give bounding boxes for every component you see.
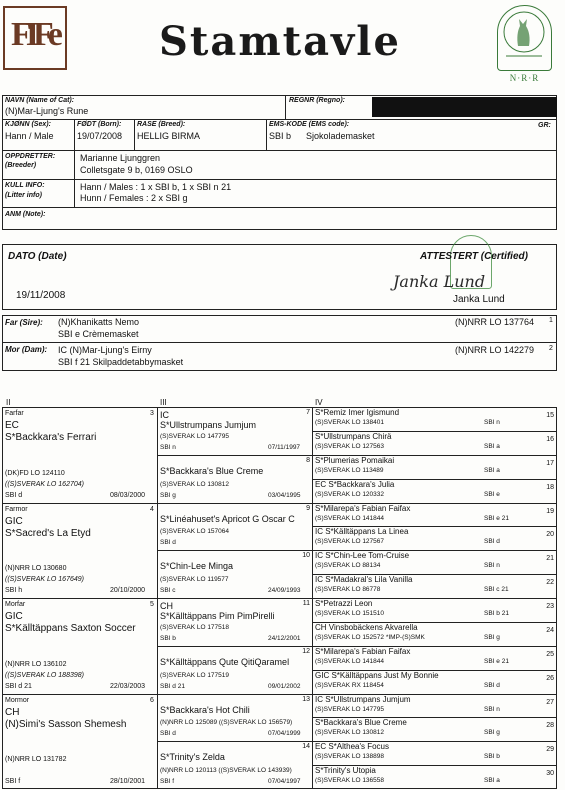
grandparent-date: 22/03/2003: [110, 682, 146, 690]
gen4-number: 25: [546, 650, 554, 658]
gen4-number: 27: [546, 698, 554, 706]
great-grandparent-date: 24/12/2001: [268, 634, 301, 642]
gen4-number: 15: [546, 412, 554, 419]
row-divider: [157, 741, 312, 742]
gen4-number: 18: [546, 483, 554, 491]
grandparent-number: 5: [150, 601, 154, 608]
gen-iii-header: III: [160, 398, 167, 407]
gen4-name: IC S*Källtäppans La Linea: [315, 527, 409, 537]
great-grandparent-name: S*Trinity's Zelda: [160, 752, 225, 763]
row-divider: [2, 598, 157, 599]
gen4-regno: (S)SVERAK LO 136558: [315, 777, 385, 785]
gen4-ems: SBI g: [484, 729, 500, 737]
gen4-number: 17: [546, 459, 554, 467]
gen4-name: IC S*Ullstrumpans Jumjum: [315, 694, 411, 704]
dam-number: 2: [549, 345, 553, 352]
great-grandparent-name: S*Källtäppans Pim PimPirelli: [160, 611, 275, 621]
ems-label: EMS-KODE (EMS code):: [269, 121, 350, 128]
great-grandparent-date: 07/04/1999: [268, 730, 301, 738]
gen4-regno: (S)SVERAK LO 127563: [315, 442, 385, 450]
sire-number: 1: [549, 317, 553, 324]
gen4-name: CH Vinsbobäckens Akvarella: [315, 622, 418, 632]
gen4-ems: SBI b: [484, 753, 500, 761]
gen4-ems: SBI n: [484, 562, 500, 570]
gen4-number: 23: [546, 603, 554, 610]
grandparent-regno: (N)NRR LO 130680: [5, 565, 67, 572]
grandparent-regno: (DK)FD LO 124110: [5, 469, 65, 477]
great-grandparent-regno: (N)NRR LO 125089 ((S)SVERAK LO 156579): [160, 719, 293, 727]
great-grandparent-number: 12: [302, 647, 310, 655]
great-grandparent-regno: (S)SVERAK LO 130812: [160, 480, 230, 488]
nrr-label: N·R·R: [509, 73, 540, 83]
gen4-ems: SBI d: [484, 538, 500, 546]
gen4-regno: (S)SVERAK RX 118454: [315, 681, 384, 689]
row-divider: [157, 455, 312, 456]
grandparent-role: Farfar: [5, 410, 24, 417]
born-value: 19/07/2008: [77, 131, 123, 141]
row-divider: [157, 598, 312, 599]
gen4-name: S*Petrazzi Leon: [315, 599, 373, 608]
gen4-number: 29: [546, 746, 554, 754]
row-divider: [157, 550, 312, 551]
great-grandparent-number: 9: [306, 504, 310, 512]
gen4-ems: SBI c 21: [484, 586, 509, 594]
great-grandparent-ems: SBI f: [160, 778, 175, 785]
great-grandparent-ems: SBI d: [160, 730, 176, 738]
grandparent-role: Morfar: [5, 601, 26, 608]
sex-label: KJØNN (Sex):: [5, 121, 51, 128]
sire-label: Far (Sire):: [5, 318, 43, 327]
great-grandparent-ems: SBI c: [160, 587, 176, 594]
breed-value: HELLIG BIRMA: [137, 131, 201, 141]
litter-label: KULL INFO:: [5, 182, 45, 189]
great-grandparent-name: S*Chin-Lee Minga: [160, 561, 234, 572]
gen-ii-header: II: [6, 398, 11, 407]
gen4-number: 19: [546, 507, 554, 515]
great-grandparent-number: 14: [302, 743, 310, 751]
great-grandparent-number: 10: [302, 552, 310, 560]
great-grandparent-name: S*Ullstrumpans Jumjum: [160, 420, 257, 430]
great-grandparent-regno: (S)SVERAK LO 147795: [160, 432, 230, 440]
gen4-regno: (S)SVERAK LO 151510: [315, 610, 385, 617]
regno-redacted: [372, 97, 557, 117]
fife-logo: [3, 6, 67, 70]
great-grandparent-number: 11: [302, 600, 310, 607]
gen4-name: S*Trinity's Utopia: [315, 766, 376, 776]
great-grandparent-ems: SBI d 21: [160, 682, 185, 690]
gen4-number: 20: [546, 531, 554, 539]
gen4-name: S*Ullstrumpans Chirä: [315, 431, 392, 441]
gen4-name: S*Remiz Imer Igismund: [315, 408, 400, 417]
breed-label: RASE (Breed):: [137, 121, 186, 128]
grandparent-name: S*Sacred's La Etyd: [5, 527, 91, 539]
great-grandparent-regno: (S)SVERAK LO 157064: [160, 528, 230, 536]
gen4-regno: (S)SVERAK LO 152572 *IMP-(S)SMK: [315, 633, 425, 641]
name-label: NAVN (Name of Cat):: [5, 97, 75, 104]
gen4-number: 30: [546, 770, 554, 778]
litter-males: Hann / Males : 1 x SBI b, 1 x SBI n 21: [80, 182, 232, 192]
date-value: 19/11/2008: [16, 290, 66, 301]
great-grandparent-ems: SBI g: [160, 491, 176, 499]
gen4-regno: (S)SVERAK LO 138898: [315, 753, 385, 761]
great-grandparent-date: 24/09/1993: [268, 587, 301, 594]
grandparent-title: GIC: [5, 611, 23, 622]
gen4-name: S*Plumerias Pomaikai: [315, 455, 395, 465]
great-grandparent-date: 09/01/2002: [268, 682, 301, 690]
gen4-name: GIC S*Källtäppans Just My Bonnie: [315, 670, 439, 680]
breeder-name: Marianne Ljunggren: [80, 153, 161, 163]
nrr-cat-logo: [497, 5, 552, 71]
grandparent-regno-alt: ((S)SVERAK LO 188398): [5, 671, 84, 679]
ems-code: SBI b: [269, 131, 292, 141]
grandparent-name: S*Backkara's Ferrari: [5, 432, 97, 443]
row-divider: [157, 646, 312, 647]
gen4-name: EC S*Althea's Focus: [315, 742, 390, 752]
gen4-regno: (S)SVERAK LO 113489: [315, 466, 384, 474]
great-grandparent-number: 8: [306, 456, 310, 464]
litter-females: Hunn / Females : 2 x SBI g: [80, 193, 188, 203]
gen4-regno: (S)SVERAK LO 138401: [315, 419, 385, 426]
gen4-ems: SBI g: [484, 633, 500, 641]
gen4-ems: SBI d: [484, 681, 500, 689]
gen4-ems: SBI n: [484, 705, 500, 713]
row-divider: [157, 503, 312, 504]
great-grandparent-regno: (S)SVERAK LO 177519: [160, 671, 230, 679]
gen-iv-header: IV: [315, 398, 323, 407]
grandparent-regno-alt: ((S)SVERAK LO 167649): [5, 576, 84, 583]
page-title: Stamtavle: [159, 18, 401, 65]
gen4-ems: SBI a: [484, 466, 500, 474]
gen4-regno: (S)SVERAK LO 147795: [315, 705, 385, 713]
gen4-ems: SBI e 21: [484, 657, 509, 665]
breeder-label-en: (Breeder): [5, 162, 37, 169]
litter-label-en: (Litter info): [5, 192, 42, 199]
great-grandparent-title: CH: [160, 601, 173, 611]
gen4-regno: (S)SVERAK LO 88134: [315, 562, 381, 570]
born-label: FØDT (Born):: [77, 121, 122, 128]
gen4-ems: SBI a: [484, 442, 500, 450]
sire-name: (N)Khanikatts Nemo: [58, 317, 140, 327]
great-grandparent-ems: SBI b: [160, 634, 176, 642]
dam-ems: SBI f 21 Skilpaddetabbymasket: [58, 357, 184, 367]
row-divider: [2, 694, 157, 695]
gen4-name: S*Backkara's Blue Creme: [315, 718, 407, 728]
gen4-regno: (S)SVERAK LO 130812: [315, 729, 385, 737]
great-grandparent-name: S*Linéahuset's Apricot G Oscar C: [160, 513, 295, 524]
grandparent-ems: SBI h: [5, 587, 23, 594]
signer-name: Janka Lund: [453, 294, 505, 305]
dam-name: IC (N)Mar-Ljung's Eirny: [58, 345, 152, 355]
gen4-number: 28: [546, 722, 554, 730]
ems-description: Sjokolademasket: [306, 131, 375, 141]
grandparent-role: Farmor: [5, 505, 28, 513]
great-grandparent-date: 03/04/1995: [268, 491, 301, 499]
great-grandparent-name: S*Backkara's Hot Chili: [160, 704, 250, 715]
gen4-number: 24: [546, 626, 554, 634]
grandparent-regno-alt: ((S)SVERAK LO 162704): [5, 480, 84, 488]
grandparent-ems: SBI f: [5, 778, 21, 785]
grandparent-date: 28/10/2001: [110, 778, 146, 785]
regno-label: REGNR (Regno):: [289, 97, 345, 104]
gen4-number: 16: [546, 435, 554, 443]
great-grandparent-number: 13: [302, 695, 310, 703]
grandparent-date: 20/10/2000: [110, 587, 146, 594]
gen4-ems: SBI b 21: [484, 610, 509, 617]
great-grandparent-regno: (S)SVERAK LO 119577: [160, 576, 229, 583]
great-grandparent-regno: (S)SVERAK LO 177518: [160, 623, 230, 631]
gen4-regno: (S)SVERAK LO 127567: [315, 538, 385, 546]
grandparent-ems: SBI d: [5, 491, 23, 499]
grandparent-role: Mormor: [5, 696, 30, 704]
gen4-ems: SBI e 21: [484, 514, 509, 522]
breeder-address: Colletsgate 9 b, 0169 OSLO: [80, 165, 193, 175]
gen4-ems: SBI a: [484, 777, 500, 785]
gen4-regno: (S)SVERAK LO 120332: [315, 490, 385, 498]
gen4-number: 21: [546, 555, 554, 563]
great-grandparent-ems: SBI n: [160, 443, 176, 451]
great-grandparent-name: S*Backkara's Blue Creme: [160, 465, 264, 476]
grandparent-title: GIC: [5, 515, 23, 527]
grandparent-regno: (N)NRR LO 131782: [5, 756, 67, 763]
cat-emblem-icon: [498, 6, 550, 69]
grandparent-name: S*Källtäppans Saxton Soccer: [5, 623, 136, 634]
dam-regno: (N)NRR LO 142279: [455, 345, 535, 355]
certified-label: ATTESTERT (Certified): [420, 251, 528, 262]
note-label: ANM (Note):: [5, 211, 46, 218]
grandparent-date: 08/03/2000: [110, 491, 146, 499]
great-grandparent-ems: SBI d: [160, 539, 176, 547]
grandparent-title: EC: [5, 420, 19, 431]
cat-name: (N)Mar-Ljung's Rune: [5, 106, 89, 116]
gen4-number: 26: [546, 674, 554, 682]
grandparent-name: (N)Simi's Sasson Shemesh: [5, 718, 127, 730]
great-grandparent-title: IC: [160, 410, 169, 420]
gen4-regno: (S)SVERAK LO 141844: [315, 514, 385, 522]
grandparent-number: 3: [150, 410, 154, 417]
grandparent-title: CH: [5, 706, 20, 718]
gen4-name: IC S*Madakral's Lila Vanilla: [315, 575, 413, 585]
great-grandparent-regno: (N)NRR LO 120113 ((S)SVERAK LO 143939): [160, 767, 292, 774]
signature: Janka Lund: [393, 272, 486, 291]
gen4-name: EC S*Backkara's Julia: [315, 479, 395, 489]
row-divider: [2, 503, 157, 504]
sire-regno: (N)NRR LO 137764: [455, 317, 535, 327]
grandparent-number: 6: [150, 696, 154, 704]
gen4-regno: (S)SVERAK LO 86778: [315, 586, 381, 594]
grandparent-ems: SBI d 21: [5, 682, 32, 690]
dam-label: Mor (Dam):: [5, 345, 48, 354]
breeder-label: OPPDRETTER:: [5, 153, 56, 160]
grandparent-regno: (N)NRR LO 136102: [5, 660, 67, 668]
sex-value: Hann / Male: [5, 131, 54, 141]
gen4-name: S*Milarepa's Fabian Faifax: [315, 503, 411, 513]
fife-logo-text: FIFe: [11, 16, 57, 53]
date-label: DATO (Date): [8, 251, 67, 262]
gen4-name: S*Milarepa's Fabian Faifax: [315, 646, 411, 656]
gen4-number: 22: [546, 579, 554, 587]
great-grandparent-date: 07/11/1997: [268, 443, 301, 451]
great-grandparent-date: 07/04/1997: [268, 778, 301, 785]
gen4-ems: SBI e: [484, 490, 500, 498]
great-grandparent-number: 7: [306, 409, 310, 416]
gen4-regno: (S)SVERAK LO 141844: [315, 657, 385, 665]
gen4-name: IC S*Chin-Lee Tom-Cruise: [315, 551, 410, 561]
row-divider: [157, 694, 312, 695]
gr-label: GR:: [538, 122, 551, 129]
great-grandparent-name: S*Källtäppans Qute QitiQaramel: [160, 656, 290, 667]
grandparent-number: 4: [150, 505, 154, 513]
sire-ems: SBI e Crèmemasket: [58, 329, 139, 339]
gen4-ems: SBI n: [484, 419, 500, 426]
